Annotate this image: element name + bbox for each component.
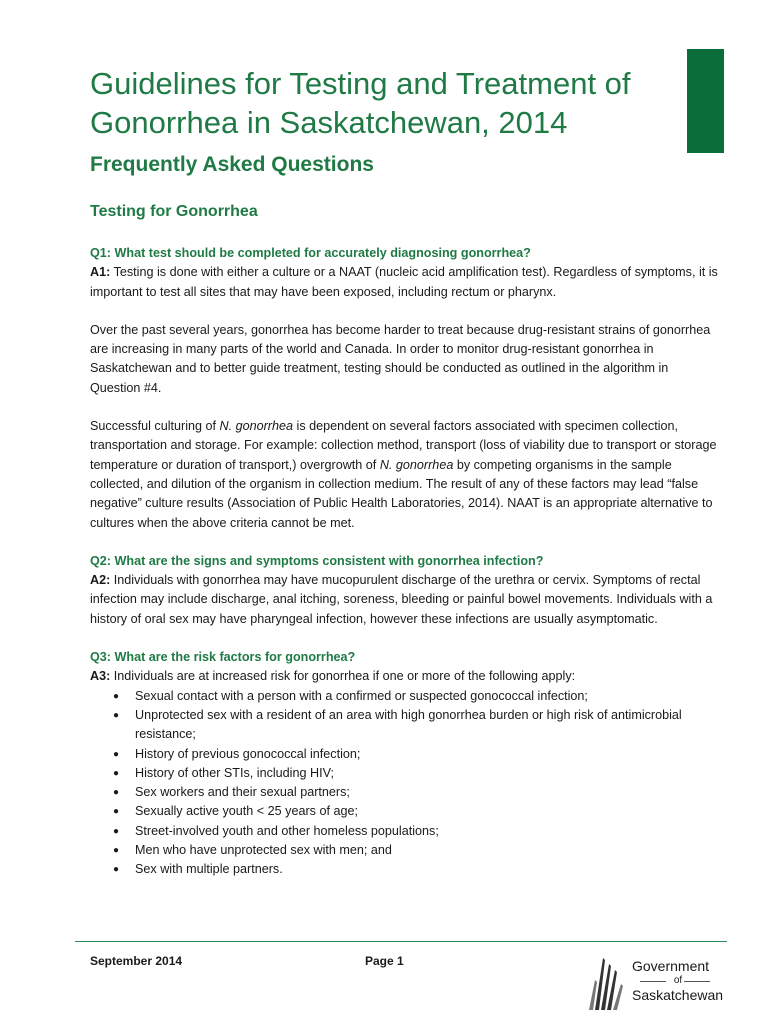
list-item: ● Sex with multiple partners. <box>90 860 720 879</box>
footer-date: September 2014 <box>90 954 183 968</box>
list-item: ● Sexually active youth < 25 years of age; <box>90 802 720 821</box>
header-green-bar <box>687 49 724 153</box>
answer-2-label: A2: <box>90 573 111 588</box>
species-name: N. gonorrhea <box>219 419 294 434</box>
logo-line-government: Government <box>632 958 710 974</box>
question-2: Q2: What are the signs and symptoms consistent with gonorrhea infection? <box>90 553 544 568</box>
logo-wordmark <box>632 958 724 1004</box>
faq-heading: Frequently Asked Questions <box>90 153 374 176</box>
para3-text-b: is dependent on several factors associated with specimen collection, transportation and storage. For example: collection method, transport (loss of viability due to transport or storage temperature or duration of transport,) overgrowth of <box>90 419 717 472</box>
list-item: ● Sexual contact with a person with a confirmed or suspected gonococcal infection; <box>90 687 720 706</box>
wheat-sheaf-icon <box>583 950 629 1014</box>
logo-line-of: of <box>632 975 724 987</box>
question-3: Q3: What are the risk factors for gonorrhea? <box>90 650 356 665</box>
list-item: ● Unprotected sex with a resident of an area with high gonorrhea burden or high risk of antimicrobial resistance; <box>90 706 720 745</box>
logo-line-saskatchewan: Saskatchewan <box>632 987 724 1003</box>
answer-1-paragraph-2: Over the past several years, gonorrhea has become harder to treat because drug-resistant strains of gonorrhea are increasing in many parts of the world and Canada. In order to monitor drug-resistant gonorrhea in Saskatchewan and to better guide treatment, testing should be conducted as outlined in the algorithm in Question #4. <box>90 322 711 395</box>
species-name: N. gonorrhea <box>379 457 454 472</box>
list-item: ● Street-involved youth and other homeless populations; <box>90 822 720 841</box>
para3-text-a: Successful culturing of <box>90 419 220 434</box>
section-heading: Testing for Gonorrhea <box>90 203 258 220</box>
page-title: Guidelines for Testing and Treatment of Gonorrhea in Saskatchewan, 2014 <box>90 66 631 140</box>
list-item: ● History of other STIs, including HIV; <box>90 764 720 783</box>
document-body <box>90 244 720 880</box>
answer-2-text: Individuals with gonorrhea may have mucopurulent discharge of the urethra or cervix. Symptoms of rectal infection may include discharge, anal itching, soreness, bleeding or painful bowel movements. Individuals with a history of oral sex may have pharyngeal infection, however these infections are usually asymptomatic. <box>90 573 713 626</box>
risk-factor-list <box>90 687 720 880</box>
government-logo <box>583 950 723 1014</box>
footer-divider <box>75 941 727 942</box>
answer-3-text: Individuals are at increased risk for gonorrhea if one or more of the following apply: <box>110 669 576 684</box>
answer-1-paragraph-3 <box>90 417 720 533</box>
question-1: Q1: What test should be completed for accurately diagnosing gonorrhea? <box>90 246 531 260</box>
page-number: Page 1 <box>365 954 404 968</box>
answer-1-label: A1: <box>90 265 111 280</box>
answer-1-text: Testing is done with either a culture or a NAAT (nucleic acid amplification test). Regardless of symptoms, it is important to test all sites that may have been exposed, including rectum or pharynx. <box>90 265 718 299</box>
list-item: ● Men who have unprotected sex with men; and <box>90 841 720 860</box>
answer-3 <box>90 667 720 686</box>
para3-text-c: by competing organisms in the sample collected, and dilution of the organism in collection medium. The result of any of these factors may lead “false negative” culture results (Association of Public Health Laboratories, 2014). NAAT is an appropriate alternative to cultures when the above criteria cannot be met. <box>90 457 713 530</box>
list-item: ● Sex workers and their sexual partners; <box>90 783 720 802</box>
answer-3-label: A3: <box>90 669 111 684</box>
answer-1 <box>90 263 720 302</box>
answer-2 <box>90 571 720 629</box>
list-item: ● History of previous gonococcal infection; <box>90 745 720 764</box>
